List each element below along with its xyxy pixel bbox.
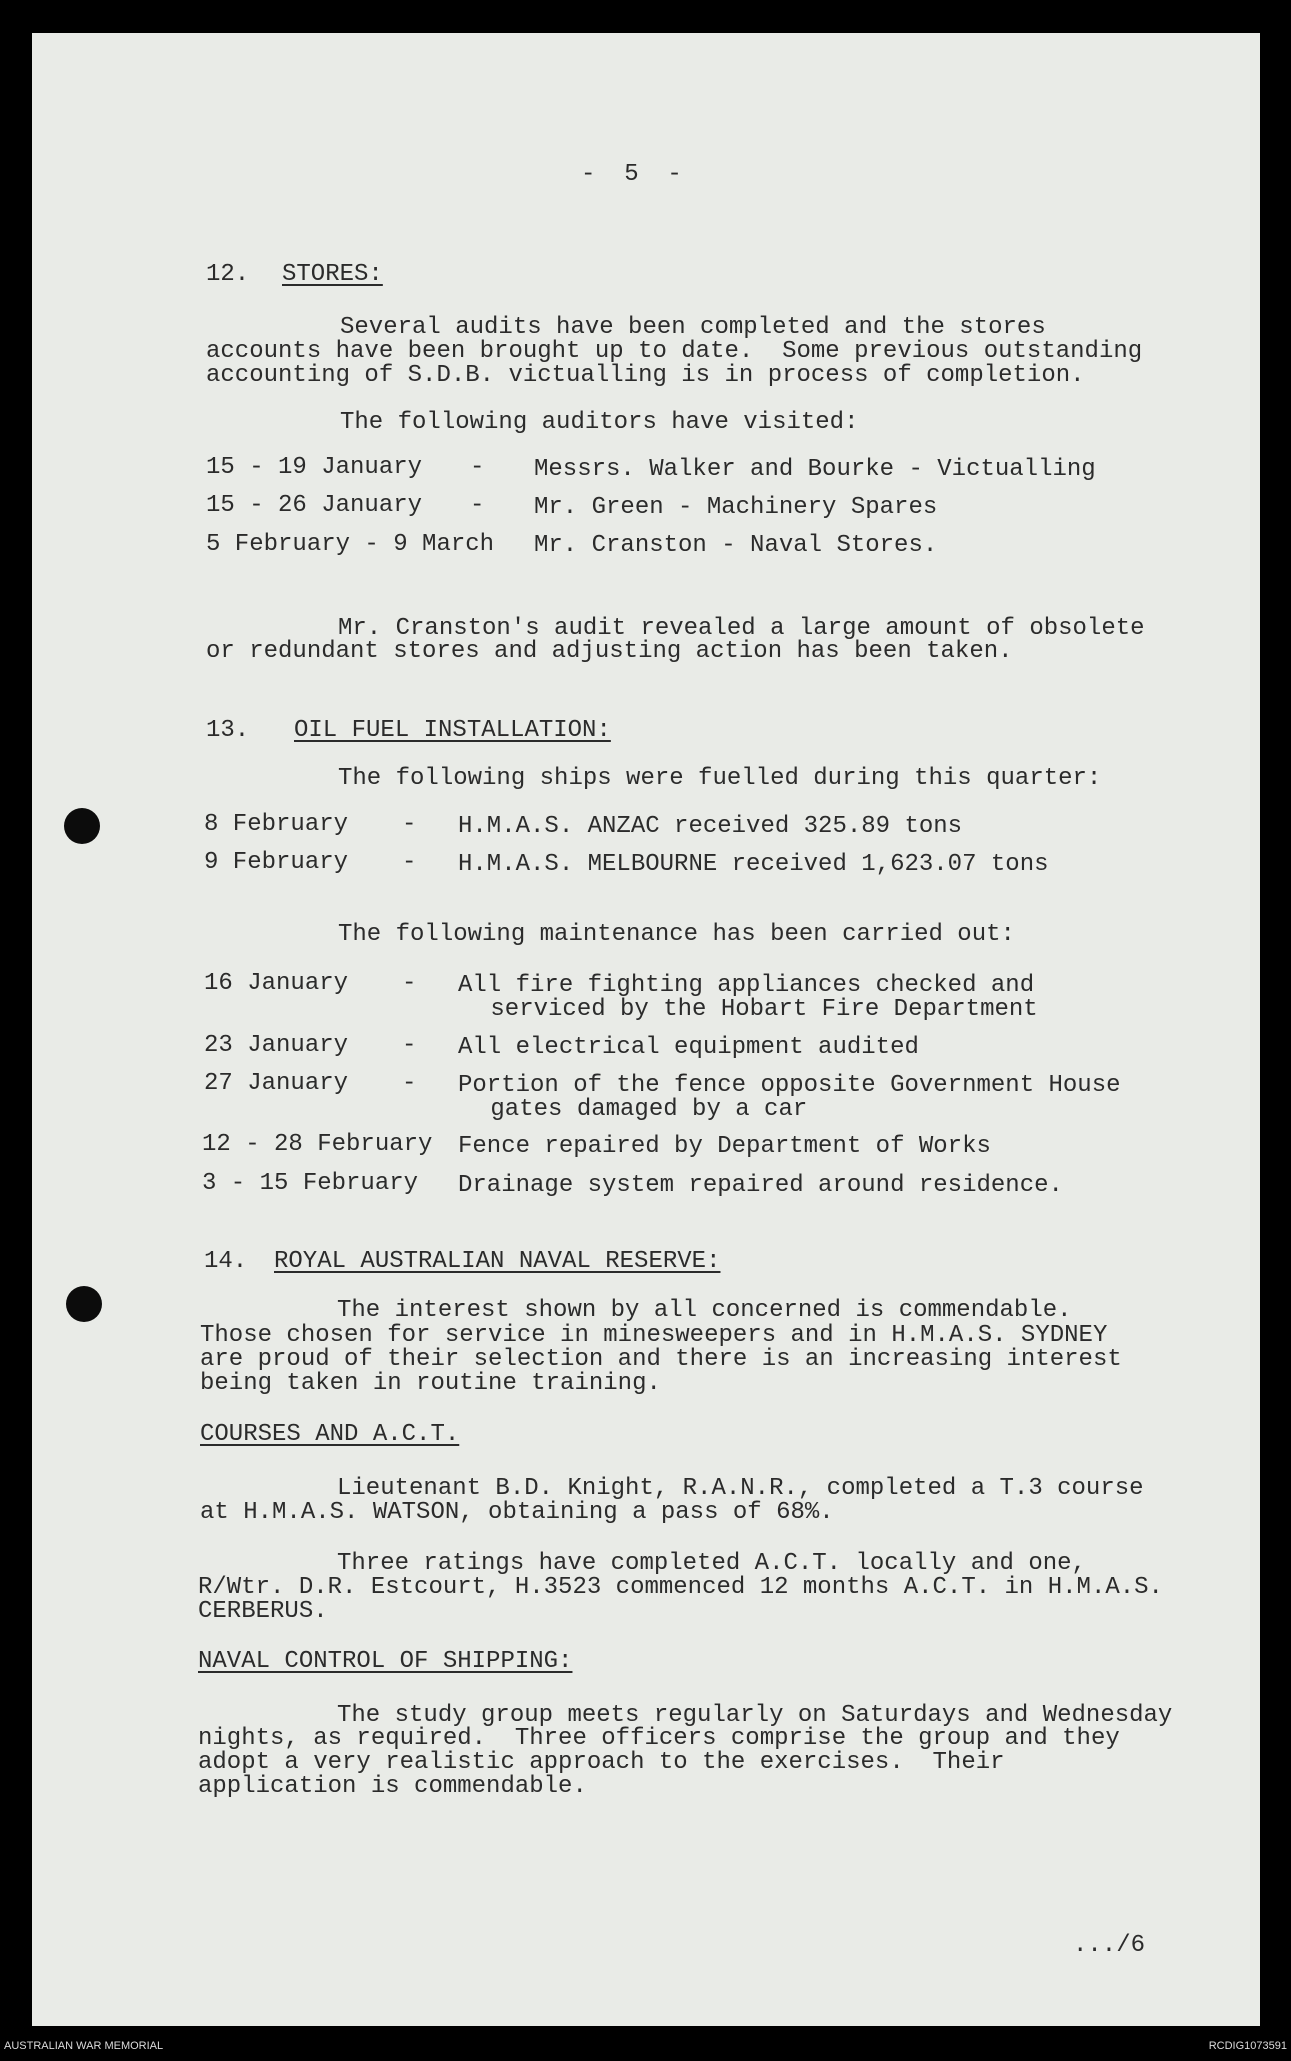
- fuel-date: 8 February: [204, 811, 349, 838]
- paragraph-line: application is commendable.: [198, 1773, 587, 1800]
- ncs-heading: NAVAL CONTROL OF SHIPPING:: [198, 1648, 573, 1675]
- maintenance-desc: All fire fighting appliances checked and: [458, 972, 1035, 999]
- maintenance-intro: The following maintenance has been carried out:: [338, 921, 1015, 948]
- section-12-number: 12.: [206, 261, 250, 288]
- document-page: [32, 33, 1260, 2026]
- paragraph-line: being taken in routine training.: [200, 1370, 661, 1397]
- page-number: - 5 -: [581, 161, 682, 188]
- section-13-heading: OIL FUEL INSTALLATION:: [294, 717, 611, 744]
- punch-hole: [66, 1286, 102, 1322]
- paragraph-line: accounting of S.D.B. victualling is in process of completion.: [206, 362, 1085, 389]
- visit-dash: -: [470, 454, 485, 481]
- visit-date: 15 - 19 January: [206, 454, 423, 481]
- visit-desc: Mr. Cranston - Naval Stores.: [534, 532, 938, 559]
- footer-record-id: RCDIG1073591: [1208, 2040, 1287, 2052]
- maintenance-dash: -: [402, 1070, 417, 1097]
- paragraph-line: accounts have been brought up to date. Some previous outstanding: [206, 338, 1143, 365]
- section-12-heading: STORES:: [282, 261, 383, 288]
- paragraph-line: or redundant stores and adjusting action has been taken.: [206, 638, 1013, 665]
- paragraph-line: Lieutenant B.D. Knight, R.A.N.R., completed a T.3 course: [337, 1475, 1144, 1502]
- maintenance-date: 16 January: [204, 970, 349, 997]
- maintenance-desc: All electrical equipment audited: [458, 1034, 919, 1061]
- maintenance-date: 23 January: [204, 1032, 349, 1059]
- section-14-number: 14.: [204, 1248, 248, 1275]
- maintenance-date: 3 - 15 February: [202, 1170, 419, 1197]
- fuel-desc: H.M.A.S. ANZAC received 325.89 tons: [458, 813, 963, 840]
- paragraph-line: adopt a very realistic approach to the exercises. Their: [198, 1749, 1005, 1776]
- maintenance-dash: -: [402, 970, 417, 997]
- footer-archive-name: AUSTRALIAN WAR MEMORIAL: [4, 2040, 164, 2052]
- fuel-date: 9 February: [204, 849, 349, 876]
- visit-date: 5 February - 9 March: [206, 531, 495, 558]
- fuel-intro: The following ships were fuelled during this quarter:: [338, 765, 1102, 792]
- auditors-intro: The following auditors have visited:: [340, 409, 859, 436]
- maintenance-desc: Fence repaired by Department of Works: [458, 1133, 991, 1160]
- paragraph-line: Several audits have been completed and the stores: [340, 314, 1046, 341]
- maintenance-dash: -: [402, 1032, 417, 1059]
- paragraph-line: Three ratings have completed A.C.T. locally and one,: [337, 1550, 1086, 1577]
- paragraph-line: Mr. Cranston's audit revealed a large amount of obsolete: [338, 615, 1145, 642]
- continuation-marker: .../6: [1073, 1932, 1146, 1959]
- fuel-dash: -: [402, 849, 417, 876]
- paragraph-line: at H.M.A.S. WATSON, obtaining a pass of 68%.: [200, 1499, 834, 1526]
- maintenance-desc: Portion of the fence opposite Government House: [458, 1072, 1121, 1099]
- visit-desc: Messrs. Walker and Bourke - Victualling: [534, 456, 1096, 483]
- fuel-desc: H.M.A.S. MELBOURNE received 1,623.07 tons: [458, 851, 1049, 878]
- paragraph-line: are proud of their selection and there is an increasing interest: [200, 1346, 1122, 1373]
- paragraph-line: The study group meets regularly on Saturdays and Wednesday: [337, 1702, 1173, 1729]
- visit-dash: -: [470, 492, 485, 519]
- paragraph-line: CERBERUS.: [198, 1598, 328, 1625]
- punch-hole: [64, 808, 100, 844]
- paragraph-line: The interest shown by all concerned is commendable.: [337, 1297, 1072, 1324]
- maintenance-date: 12 - 28 February: [202, 1131, 433, 1158]
- maintenance-desc: Drainage system repaired around residence.: [458, 1172, 1063, 1199]
- maintenance-desc: serviced by the Hobart Fire Department: [476, 996, 1038, 1023]
- paragraph-line: Those chosen for service in minesweepers and in H.M.A.S. SYDNEY: [200, 1322, 1108, 1349]
- paragraph-line: R/Wtr. D.R. Estcourt, H.3523 commenced 12 months A.C.T. in H.M.A.S.: [198, 1574, 1163, 1601]
- section-14-heading: ROYAL AUSTRALIAN NAVAL RESERVE:: [274, 1248, 721, 1275]
- courses-heading: COURSES AND A.C.T.: [200, 1421, 460, 1448]
- section-13-number: 13.: [206, 717, 250, 744]
- maintenance-date: 27 January: [204, 1070, 349, 1097]
- visit-desc: Mr. Green - Machinery Spares: [534, 494, 938, 521]
- maintenance-desc: gates damaged by a car: [476, 1096, 808, 1123]
- paragraph-line: nights, as required. Three officers comprise the group and they: [198, 1725, 1120, 1752]
- fuel-dash: -: [402, 811, 417, 838]
- visit-date: 15 - 26 January: [206, 492, 423, 519]
